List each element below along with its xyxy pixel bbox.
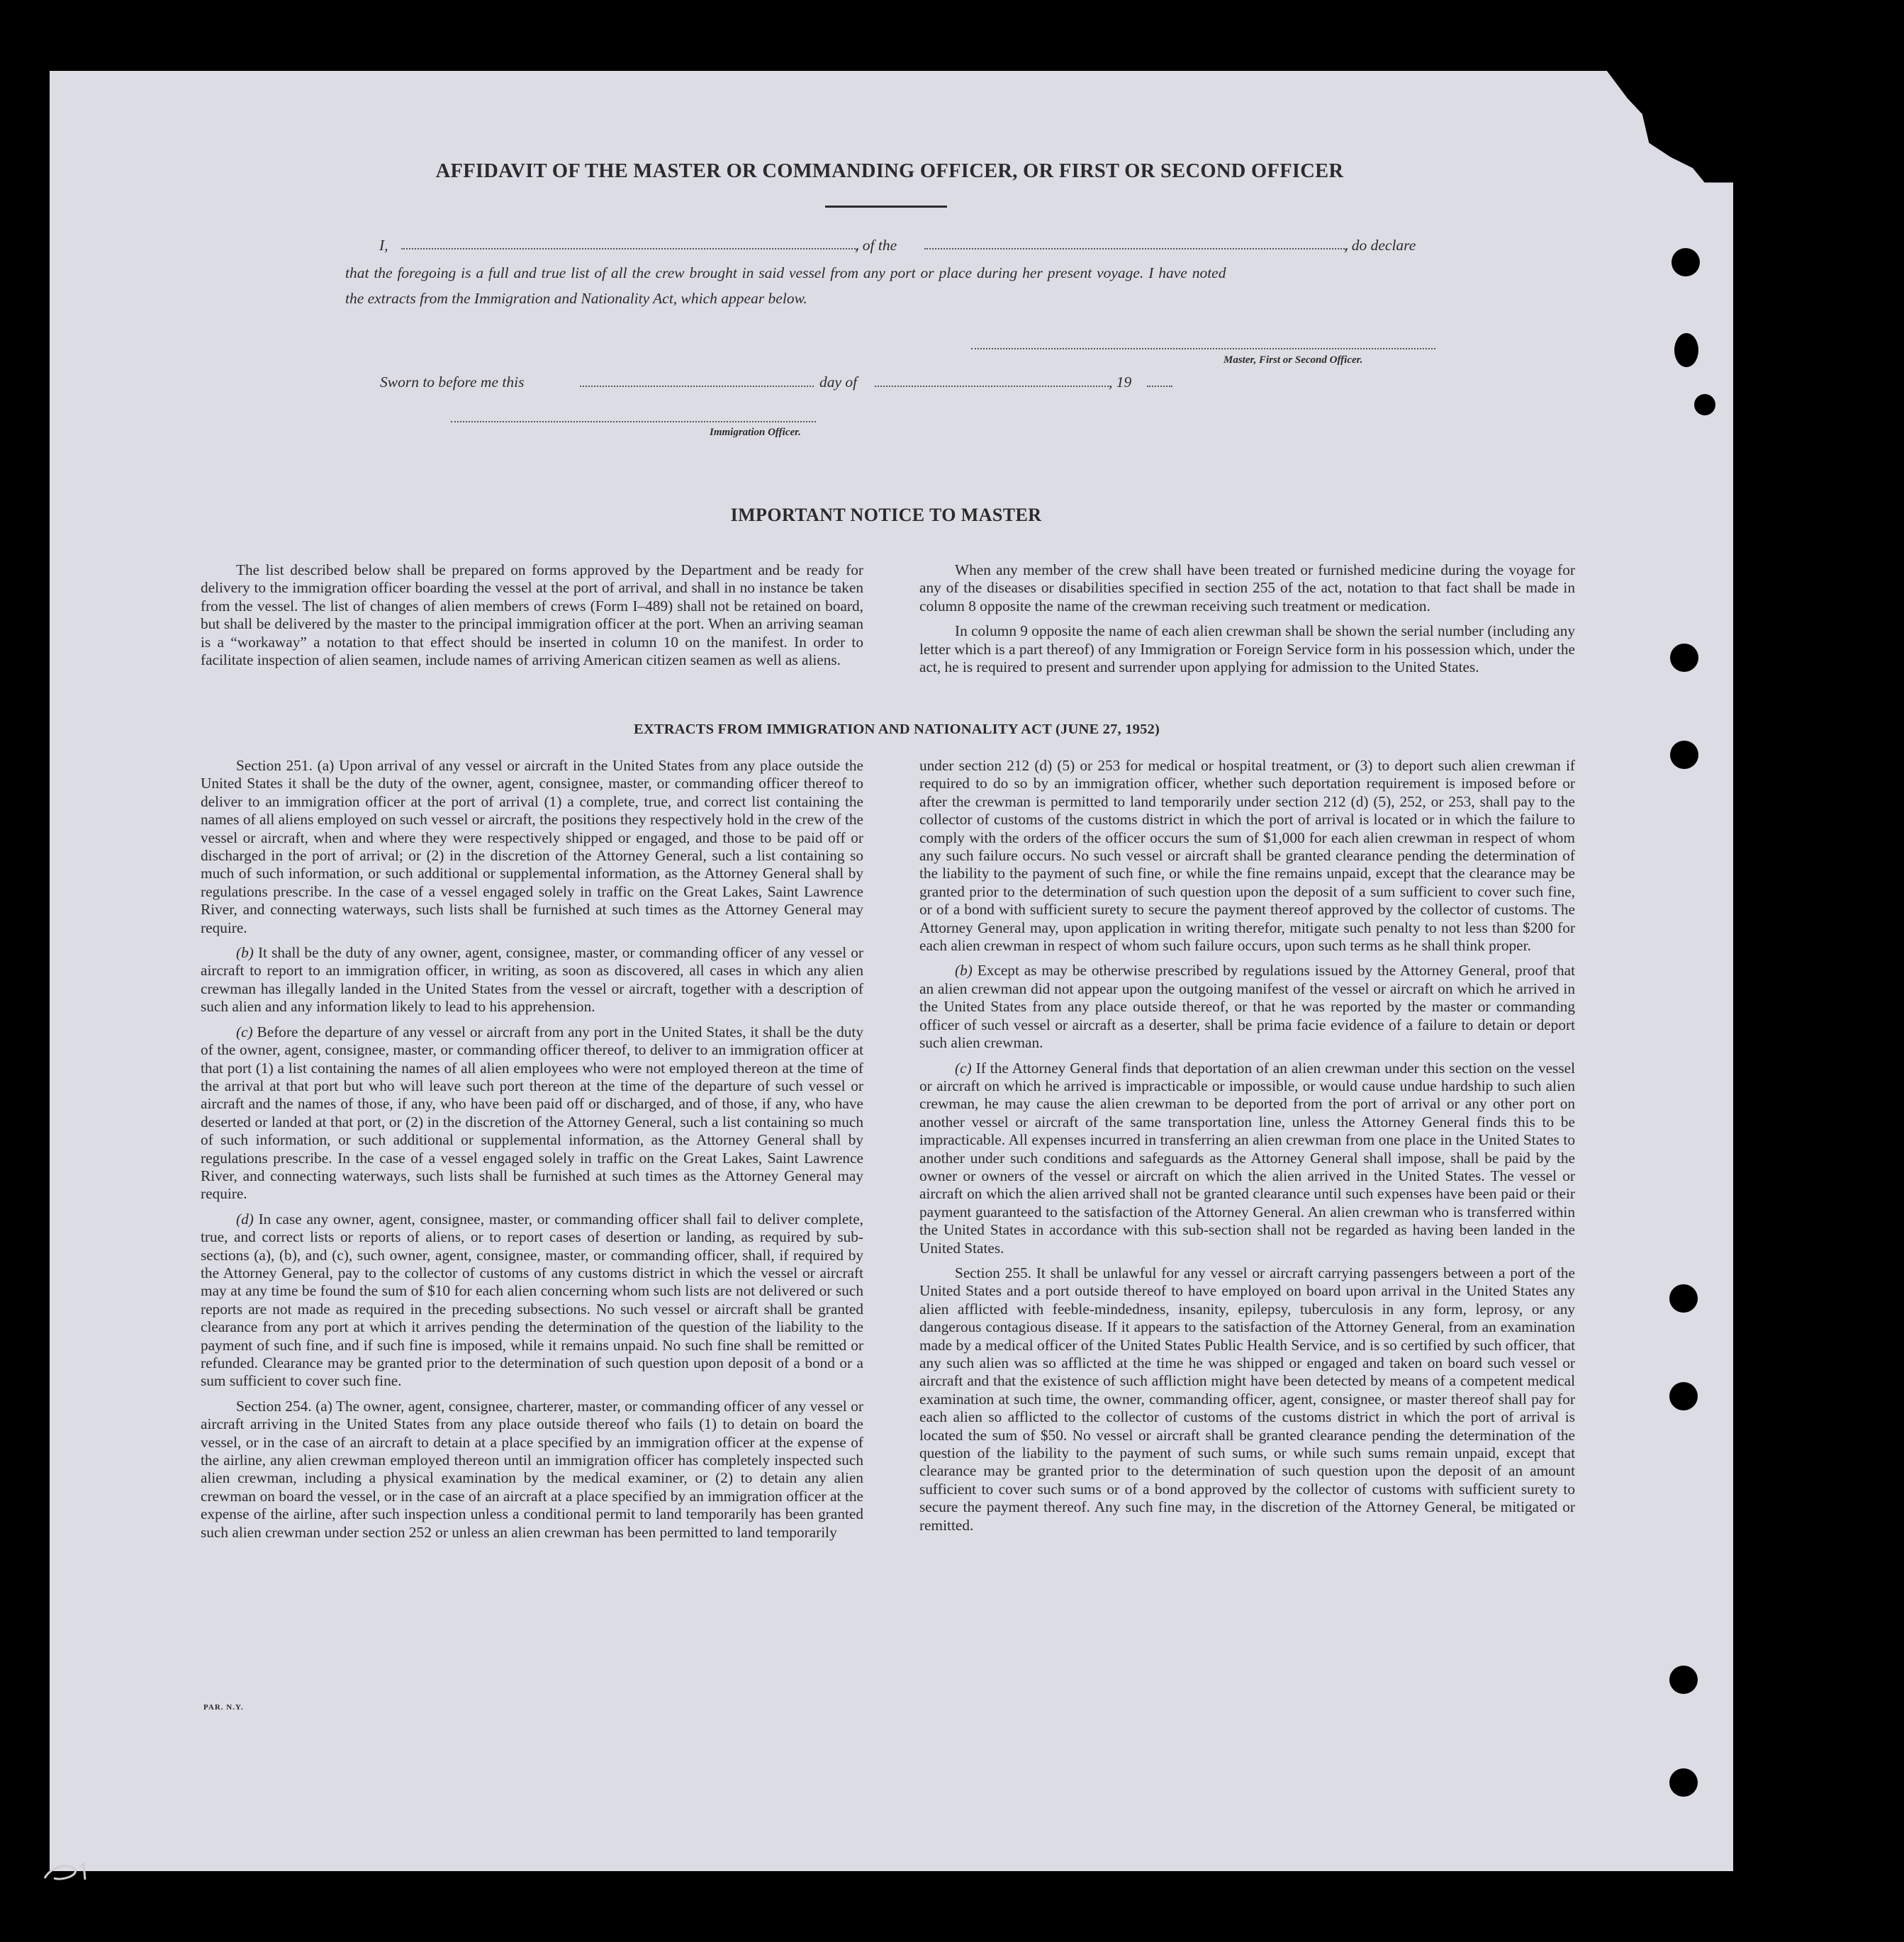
affidavit-title: AFFIDAVIT OF THE MASTER OR COMMANDING OFFICER, OR FIRST OR SECOND OFFICER xyxy=(435,160,1344,182)
section-251b: (b) It shall be the duty of any owner, agent, consignee, master, or commanding officer of any vessel or aircraft to report to an immigration officer, in writing, as soon as discovered, all cases in which any alien crewman has illegally landed in the United States from the vessel or aircraft, together with a description of such alien and any information likely to lead to his apprehension. xyxy=(201,944,863,1016)
vessel-name-field[interactable] xyxy=(924,248,1348,249)
sworn-month-field[interactable] xyxy=(875,386,1109,387)
section-251c: (c) Before the departure of any vessel or aircraft from any port in the United States, it shall be the duty of the owner, agent, consignee, master, or commanding officer thereof, to deliver to an immigration officer at that port (1) a list containing the names of all alien employees who were not employed thereon at the time of the arrival at that port but who will leave such port thereon at the time of the departure of such vessel or aircraft and the names of those, if any, who have been paid off or discharged, and of those, if any, who have deserted or landed at that port, or (2) in the discretion of the Attorney General, such a list containing so much of such information, or such additional or supplemental information, as the Attorney General shall by regulations prescribe. In the case of a vessel engaged solely in traffic on the Great Lakes, Saint Lawrence River, and connecting waterways, such lists shall be furnished at such times as the Attorney General may require. xyxy=(201,1023,863,1203)
section-254a: Section 254. (a) The owner, agent, consignee, charterer, master, or commanding officer of any vessel or aircraft arriving in the United States from any place outside thereof who fails (1) to detain on board the vessel, or in the case of an aircraft to detain at a place specified by an immigration officer at the expense of the airline, any alien crewman employed thereon until an immigration officer has completely inspected such alien crewman, including a physical examination by the medical examiner, or (2) to detain any alien crewman on board the vessel, or in the case of an aircraft at a place specified by an immigration officer at the expense of the airline, after such inspection unless a conditional permit to land temporarily has been granted such alien crewman under section 252 or unless an alien crewman has been permitted to land temporarily xyxy=(201,1397,863,1541)
section-255: Section 255. It shall be unlawful for any vessel or aircraft carrying passengers between a port of the United States and a port outside thereof to have employed on board upon arrival in the United States any alien afflicted with feeble-mindedness, insanity, epilepsy, tuberculosis in any form, leprosy, or any dangerous contagious disease. If it appears to the satisfaction of the Attorney General, from an examination made by a medical officer of the United States Public Health Service, and is so certified by such officer, that any such alien was so afflicted at the time he was shipped or engaged and taken on board such vessel or aircraft and that the existence of such affliction might have been detected by means of a competent medical examination at such time, the owner, commanding officer, agent, consignee, or master thereof shall pay for each alien so afflicted to the collector of customs of the customs district in which the port of arrival is located the sum of $50. No vessel or aircraft shall be granted clearance pending the determination of the question of the liability to the payment of such sums, or while such sums remain unpaid, except that clearance may be granted prior to the determination of such question upon the deposit of an amount sufficient to cover such sums or of a bond approved by the collector of customs with sufficient surety to secure the payment thereof. Any such fine may, in the discretion of the Attorney General, be mitigated or remitted. xyxy=(919,1264,1575,1534)
year-label: , 19 xyxy=(1109,374,1132,391)
of-the-label: , of the xyxy=(855,237,897,254)
section-251d: (d) In case any owner, agent, consignee, master, or commanding officer shall fail to deliver complete, true, and correct lists or reports of aliens, or to report cases of desertion or landing, as required by sub-sections (a), (b), and (c), such owner, agent, consignee, master, or commanding officer, shall, if required by the Attorney General, pay to the collector of customs of any customs district in which the vessel or aircraft may at any time be found the sum of $10 for each alien concerning whom such lists are not delivered or such reports are not made as required in the preceding subsections. No such vessel or aircraft shall be granted clearance from any port at which it arrives pending the determination of the question of the liability to the payment of such fine, and if such fine is imposed, while it remains unpaid. No such fine shall be remitted or refunded. Clearance may be granted prior to the determination of such question upon deposit of a bond or a sum sufficient to cover such fine. xyxy=(201,1210,863,1390)
declaration-line-1: that the foregoing is a full and true list of all the crew brought in said vessel from any port or place during her present voyage. I have noted xyxy=(345,264,1226,281)
punch-hole xyxy=(1669,1284,1698,1313)
notice-left-paragraph: The list described below shall be prepared on forms approved by the Department and be ready for delivery to the immigration officer boarding the vessel at the port of arrival, and shall in no instance be taken from the vessel. The list of changes of alien members of crews (Form I–489) shall not be retained on board, but shall be delivered by the master to the principal immigration officer at the port. When an arriving seaman is a “workaway” a notation to that effect should be inserted in column 10 on the manifest. In order to facilitate inspection of alien seamen, include names of arriving American citizen seamen as well as aliens. xyxy=(201,561,863,669)
notice-right-column xyxy=(919,561,1575,683)
punch-hole xyxy=(1670,741,1698,769)
sworn-label: Sworn to before me this xyxy=(380,374,525,391)
notice-left-column xyxy=(201,561,863,676)
sworn-year-field[interactable] xyxy=(1147,386,1172,387)
printer-mark: PAR. N.Y. xyxy=(203,1703,244,1712)
section-254c: (c) If the Attorney General finds that deportation of an alien crewman under this section on the vessel or aircraft on which he arrived is impracticable or impossible, or would cause undue hardship to such alien crewman, he may cause the alien crewman to be deported from the port of arrival or any other port on another vessel or aircraft of the same transportation line, unless the Attorney General finds this to be impracticable. All expenses incurred in transferring an alien crewman from one place in the United States to another under such conditions and safeguards as the Attorney General shall impose, shall be paid by the owner or owners of the vessel or aircraft on which the alien arrived in the United States. The vessel or aircraft on which the alien arrived shall not be granted clearance until such expenses have been paid or their payment guaranteed to the satisfaction of the Attorney General. An alien crewman who is transferred within the United States in accordance with this sub-section shall not be regarded as having been landed in the United States. xyxy=(919,1059,1575,1257)
officer-signature-caption: Immigration Officer. xyxy=(710,427,801,438)
punch-hole xyxy=(1670,644,1698,672)
immigration-officer-signature-field[interactable] xyxy=(451,421,816,422)
day-of-label: day of xyxy=(819,374,858,391)
master-signature-caption: Master, First or Second Officer. xyxy=(1223,354,1363,366)
sworn-day-field[interactable] xyxy=(580,386,814,387)
affiant-name-field[interactable] xyxy=(401,248,858,249)
punch-hole xyxy=(1669,1382,1698,1410)
punch-hole xyxy=(1694,394,1715,415)
affiant-label: I, xyxy=(379,237,388,254)
declaration-line-2: the extracts from the Immigration and Nationality Act, which appear below. xyxy=(345,290,807,307)
section-254a-continued: under section 212 (d) (5) or 253 for medical or hospital treatment, or (3) to deport such alien crewman if required to do so by an immigration officer, whether such deportation requirement is imposed before or after the crewman is permitted to land temporarily under section 212 (d) (5), 252, or 253, shall pay to the collector of customs of the customs district in which the port of arrival is located or in which the failure to comply with the orders of the officer occurs the sum of $1,000 for each alien crewman in respect of whom any such failure occurs. No such vessel or aircraft shall be granted clearance pending the determination of the liability to the payment of such fine, or while the fine remains unpaid, except that the clearance may be granted prior to the determination of such question upon the deposit of a sum sufficient to cover such fine, or of a bond with sufficient surety to secure the payment thereof approved by the collector of customs. The Attorney General may, upon application in writing therefor, mitigate such penalty to not less than $200 for each alien crewman in respect of whom such failure occurs, upon such terms as he shall think proper. xyxy=(919,757,1575,955)
notice-right-paragraph-2: In column 9 opposite the name of each alien crewman shall be shown the serial number (including any letter which is a part thereof) of any Immigration or Foreign Service form in his possession which, under the act, he is required to present and surrender upon applying for admission to the United States. xyxy=(919,622,1575,676)
punch-hole xyxy=(1671,248,1700,276)
extracts-left-column xyxy=(201,757,863,1549)
do-declare-label: , do declare xyxy=(1344,237,1416,254)
section-251a: Section 251. (a) Upon arrival of any vessel or aircraft in the United States from any place outside the United States it shall be the duty of the owner, agent, consignee, master, or commanding officer thereof to deliver to an immigration officer at the port of arrival (1) a complete, true, and correct list containing the names of all aliens employed on such vessel or aircraft, the positions they respectively hold in the crew of the vessel or aircraft, when and where they were respectively shipped or engaged, and those to be paid off or discharged in the port of arrival; or (2) in the discretion of the Attorney General, such a list containing so much of such information, or such additional or supplemental information, as the Attorney General shall by regulations prescribe. In the case of a vessel engaged solely in traffic on the Great Lakes, Saint Lawrence River, and connecting waterways, such lists shall be furnished at such times as the Attorney General may require. xyxy=(201,757,864,936)
handwritten-mark xyxy=(41,1857,105,1885)
title-underline xyxy=(825,206,947,208)
punch-hole xyxy=(1669,1768,1698,1797)
notice-right-paragraph-1: When any member of the crew shall have been treated or furnished medicine during the voyage for any of the diseases or disabilities specified in section 255 of the act, notation to that fact shall be made in column 8 opposite the name of the crewman receiving such treatment or medication. xyxy=(919,561,1575,614)
notice-title: IMPORTANT NOTICE TO MASTER xyxy=(730,505,1042,525)
master-signature-field[interactable] xyxy=(971,348,1435,349)
punch-hole xyxy=(1674,333,1698,367)
punch-hole xyxy=(1669,1666,1698,1694)
section-254b: (b) Except as may be otherwise prescribed by regulations issued by the Attorney General, proof that an alien crewman did not appear upon the outgoing manifest of the vessel or aircraft on which he arrived in the United States from any place outside thereof, or that he was reported by the master or commanding officer of such vessel or aircraft as a deserter, shall be prima facie evidence of a failure to detain or deport such alien crewman. xyxy=(919,962,1575,1052)
extracts-right-column xyxy=(919,757,1575,1542)
extracts-title: EXTRACTS FROM IMMIGRATION AND NATIONALITY ACT (JUNE 27, 1952) xyxy=(633,722,1160,737)
